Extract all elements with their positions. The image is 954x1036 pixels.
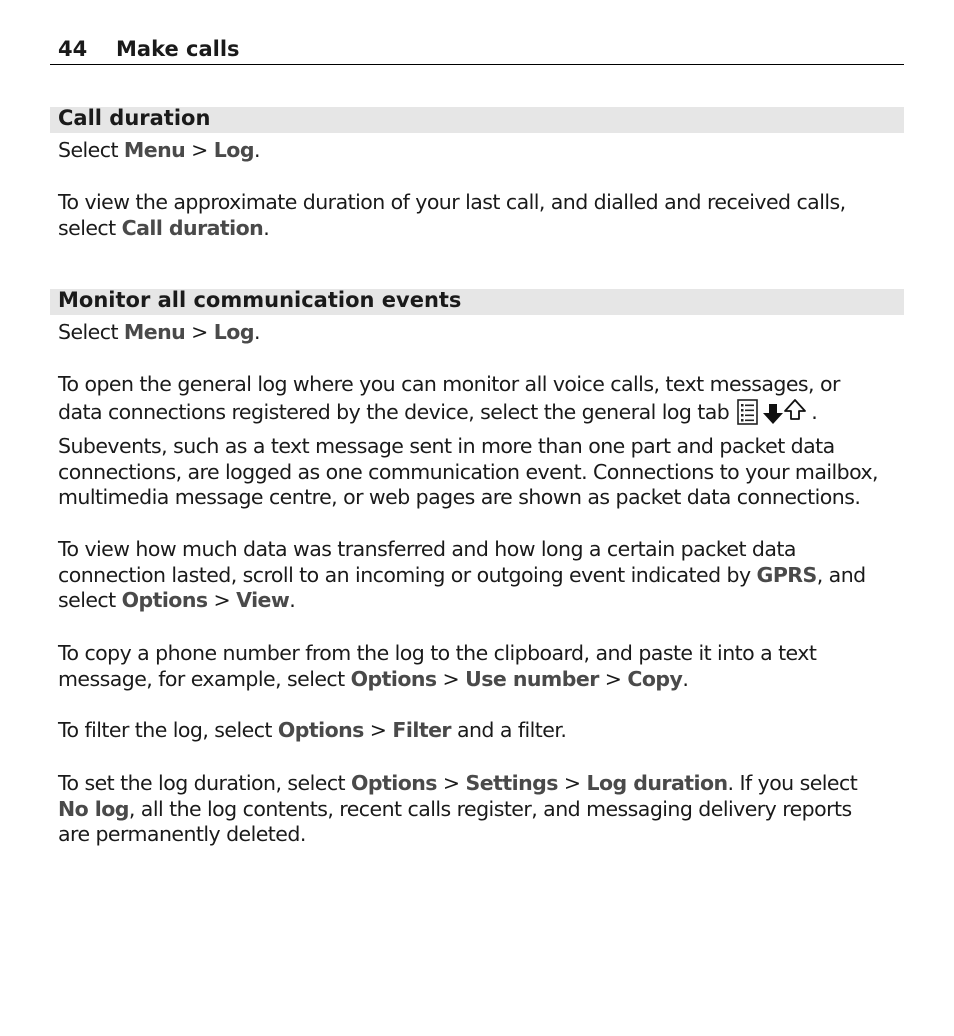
log-list-icon xyxy=(738,400,757,424)
general-log-tab-icon xyxy=(737,399,811,432)
paragraph: To view how much data was transferred and how long a certain packet data connection lasted, scroll to an incoming or outgoing event indicated by GPRS, and select Options > View. xyxy=(58,537,866,612)
section-heading-call-duration: Call duration xyxy=(50,107,904,133)
paragraph: To view the approximate duration of your last call, and dialled and received calls, select Call duration. xyxy=(58,190,846,240)
paragraph: Select Menu > Log. xyxy=(58,320,260,344)
paragraph: Select Menu > Log. xyxy=(58,138,260,162)
page-number: 44 xyxy=(58,37,88,61)
chapter-title: Make calls xyxy=(116,37,240,61)
paragraph: To copy a phone number from the log to the clipboard, and paste it into a text message, for example, select Options > Use number > Copy. xyxy=(58,641,817,691)
section-heading-monitor-events: Monitor all communication events xyxy=(50,289,904,315)
arrow-up-outline-icon xyxy=(785,400,805,419)
paragraph: To open the general log where you can monitor all voice calls, text messages, or data connections registered by the device, select the general log tab . xyxy=(58,372,904,431)
arrow-down-filled-icon xyxy=(763,404,783,424)
page-header xyxy=(50,36,904,65)
paragraph: To filter the log, select Options > Filter and a filter. xyxy=(58,718,567,742)
paragraph: Subevents, such as a text message sent in more than one part and packet data connections, are logged as one communication event. Connections to your mailbox, multimedia message centre, or web pages are shown as packet data connections. xyxy=(58,434,879,509)
paragraph: To set the log duration, select Options > Settings > Log duration. If you select No log, all the log contents, recent calls register, and messaging delivery reports are permanently deleted. xyxy=(58,771,858,846)
